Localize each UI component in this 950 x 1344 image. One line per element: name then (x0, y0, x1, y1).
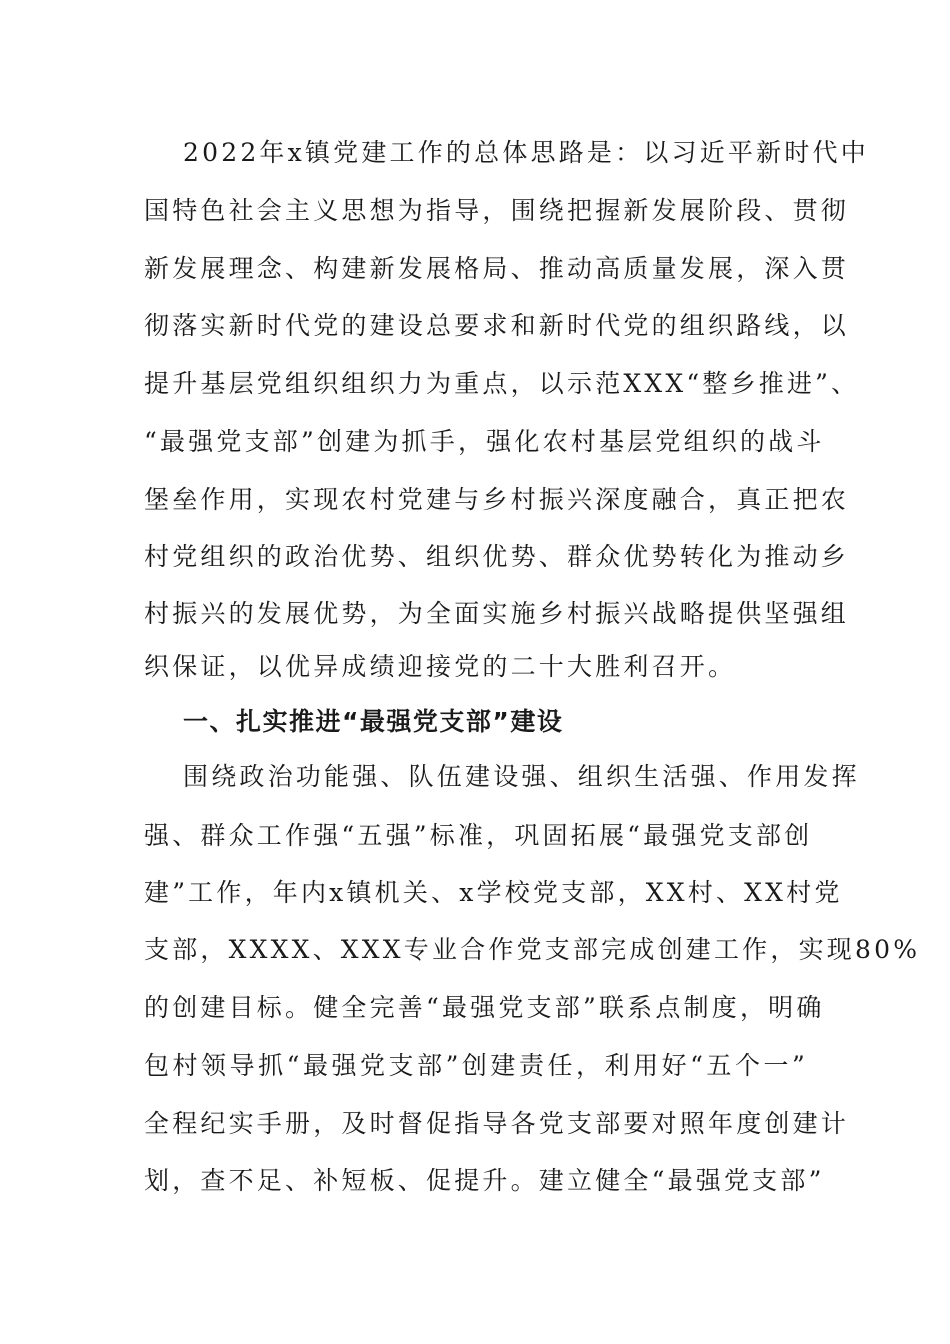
paragraph-line: 包村领导抓“最强党支部”创建责任，利用好“五个一” (144, 1051, 808, 1080)
paragraph-line: 划，查不足、补短板、促提升。建立健全“最强党支部” (144, 1166, 825, 1195)
paragraph-line: 全程纪实手册，及时督促指导各党支部要对照年度创建计 (144, 1109, 850, 1138)
section-heading: 一、扎实推进“最强党支部”建设 (183, 707, 564, 736)
paragraph-line: 织保证，以优异成绩迎接党的二十大胜利召开。 (144, 652, 737, 681)
paragraph-line: 围绕政治功能强、队伍建设强、组织生活强、作用发挥 (183, 762, 860, 791)
paragraph-line: “最强党支部”创建为抓手，强化农村基层党组织的战斗 (144, 427, 825, 456)
paragraph-line: 国特色社会主义思想为指导，围绕把握新发展阶段、贯彻 (144, 196, 850, 225)
paragraph-line: 彻落实新时代党的建设总要求和新时代党的组织路线，以 (144, 311, 850, 340)
paragraph-line: 支部，XXXX、XXX专业合作党支部完成创建工作，实现80% (144, 935, 921, 964)
paragraph-line: 提升基层党组织组织力为重点，以示范XXX“整乡推进”、 (144, 369, 860, 398)
paragraph-line: 建”工作，年内x镇机关、x学校党支部，XX村、XX村党 (144, 878, 843, 907)
paragraph-line: 的创建目标。健全完善“最强党支部”联系点制度，明确 (144, 993, 825, 1022)
paragraph-line: 新发展理念、构建新发展格局、推动高质量发展，深入贯 (144, 254, 850, 283)
paragraph-line: 村振兴的发展优势，为全面实施乡村振兴战略提供坚强组 (144, 599, 850, 628)
paragraph-line: 2022年x镇党建工作的总体思路是：以习近平新时代中 (183, 138, 869, 167)
paragraph-line: 村党组织的政治优势、组织优势、群众优势转化为推动乡 (144, 542, 850, 571)
paragraph-line: 强、群众工作强“五强”标准，巩固拓展“最强党支部创 (144, 821, 813, 850)
paragraph-line: 堡垒作用，实现农村党建与乡村振兴深度融合，真正把农 (144, 485, 850, 514)
